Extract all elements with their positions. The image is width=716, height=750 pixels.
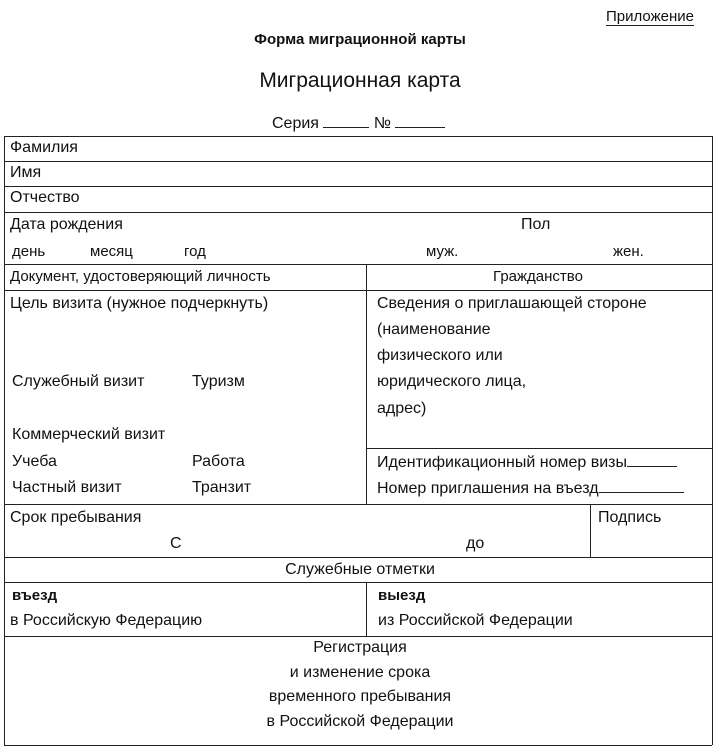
visit-purpose-label: Цель визита (нужное подчеркнуть) [10,295,269,312]
entry-label: въезд [12,587,58,604]
inviting-party-line: юридического лица, [377,373,527,390]
stay-period-label: Срок пребывания [10,509,142,526]
registration-line: и изменение срока [289,664,431,681]
visa-id-label: Идентификационный номер визы [377,454,627,471]
invitation-number-label: Номер приглашения на въезд [377,480,599,497]
row-divider [4,161,712,162]
row-divider [4,290,712,291]
inviting-party-line: (наименование [377,321,491,338]
female-label: жен. [613,243,644,260]
registration-line: Регистрация [313,639,407,656]
registration-line: в Российской Федерации [266,713,454,730]
birth-date-label: Дата рождения [10,216,123,233]
row-divider [4,136,712,137]
inviting-party-line: адрес) [377,400,427,417]
invitation-number-blank [599,480,684,493]
row-divider [4,212,712,213]
number-blank [395,115,445,128]
purpose-transit: Транзит [192,479,252,496]
row-divider [4,504,712,505]
registration-line: временного пребывания [268,688,452,705]
purpose-official: Служебный визит [12,373,145,390]
identity-document-label: Документ, удостоверяющий личность [10,268,271,285]
series-number-line [272,115,445,132]
purpose-commercial: Коммерческий визит [12,426,166,443]
row-divider [4,264,712,265]
visa-id-line [377,454,677,471]
purpose-private: Частный визит [12,479,122,496]
exit-label: выезд [378,587,426,604]
visa-id-blank [627,454,677,467]
purpose-study: Учеба [12,453,57,470]
inviting-party-line: Сведения о приглашающей стороне [377,295,647,312]
sex-label: Пол [521,216,551,233]
right-border [712,136,713,745]
row-divider [4,557,712,558]
service-marks-label: Служебные отметки [285,561,435,578]
name-label: Имя [10,164,42,181]
series-label: Серия [272,115,319,132]
number-label: № [373,115,392,132]
column-divider [590,504,591,557]
appendix-label: Приложение [606,8,694,25]
month-label: месяц [90,243,133,260]
invitation-number-line [377,480,684,497]
exit-origin: из Российской Федерации [378,612,573,629]
inviting-party-line: физического или [377,347,503,364]
purpose-work: Работа [192,453,245,470]
stay-to-label: до [466,535,485,552]
series-blank [323,115,369,128]
signature-label: Подпись [598,509,662,526]
entry-destination: в Российскую Федерацию [10,612,203,629]
row-divider [4,186,712,187]
row-divider [366,448,712,449]
left-border [4,136,5,745]
row-divider [4,636,712,637]
purpose-tourism: Туризм [192,373,245,390]
male-label: муж. [426,243,459,260]
surname-label: Фамилия [10,139,78,156]
column-divider [366,582,367,636]
stay-from-label: С [170,535,182,552]
row-divider [4,582,712,583]
form-title: Форма миграционной карты [254,31,466,48]
patronymic-label: Отчество [10,189,80,206]
row-divider [4,745,712,746]
card-title: Миграционная карта [259,69,461,92]
column-divider [366,264,367,504]
day-label: день [12,243,46,260]
citizenship-label: Гражданство [493,268,583,285]
year-label: год [184,243,206,260]
